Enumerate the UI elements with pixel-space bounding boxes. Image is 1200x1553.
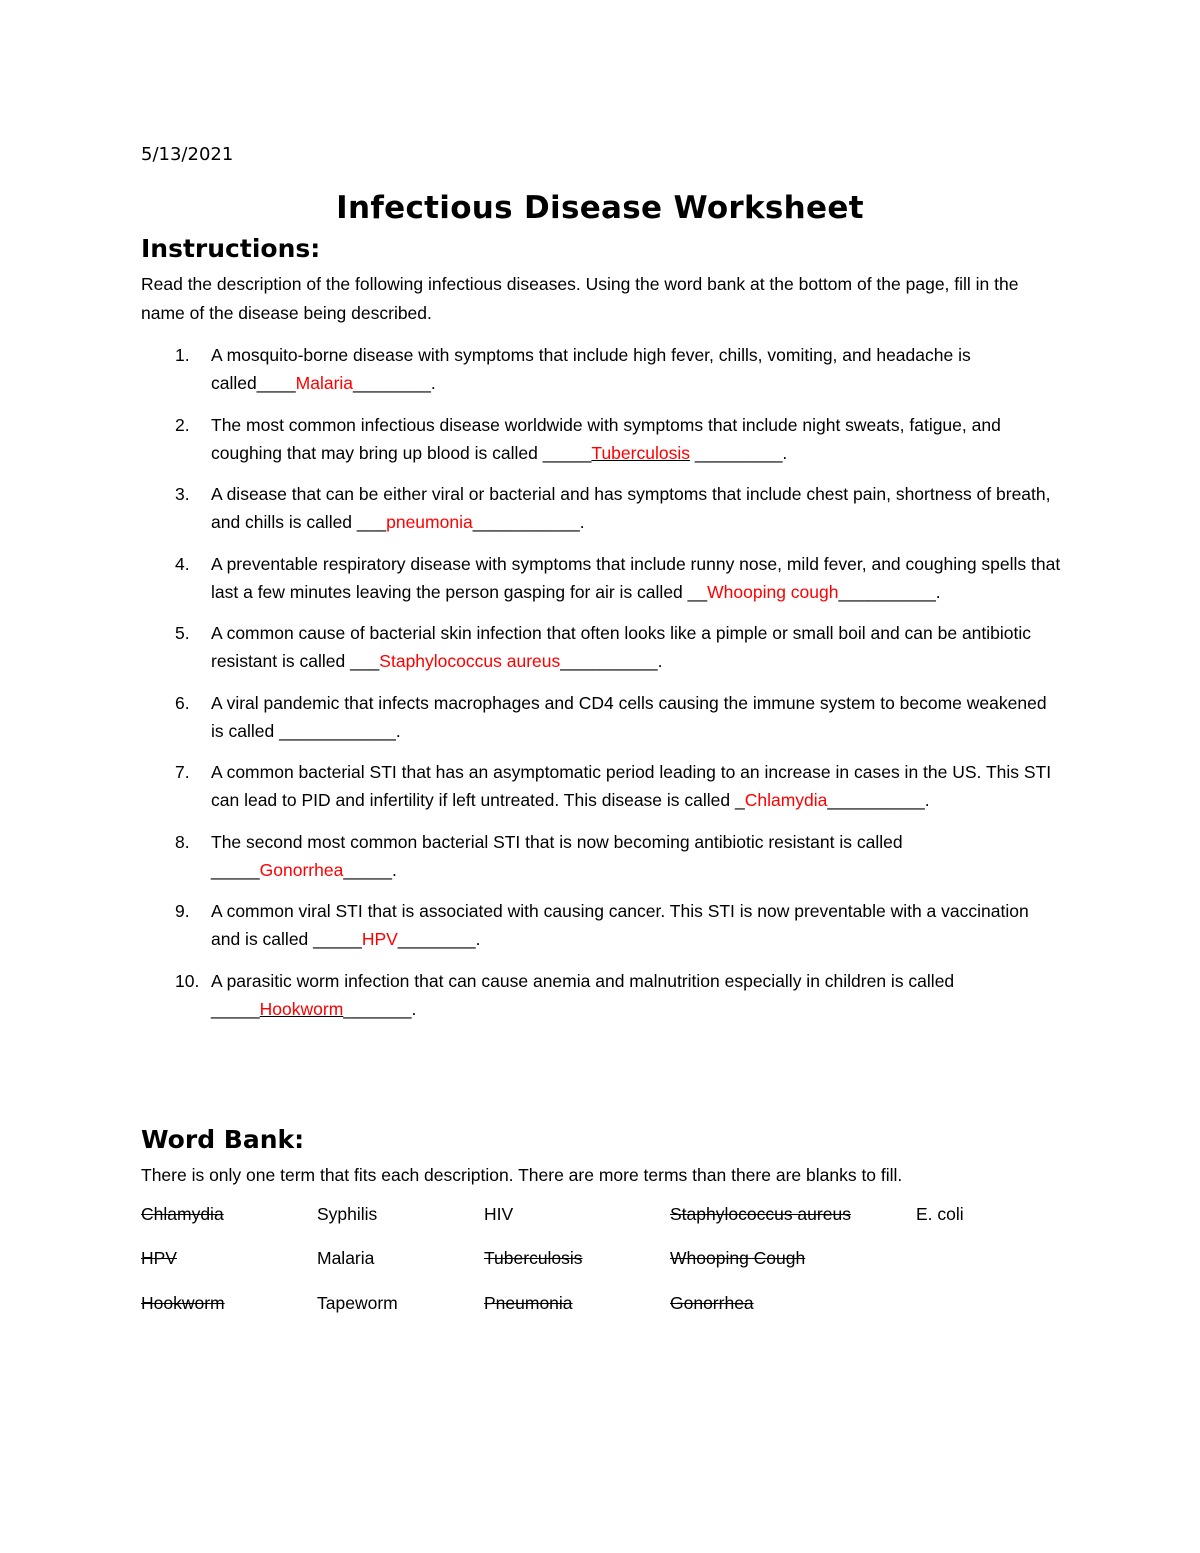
word-bank-term: HPV [141,1248,177,1268]
answer-text[interactable]: Tuberculosis [591,442,690,463]
word-bank-term: Tuberculosis [484,1248,583,1268]
question-prompt: The most common infectious disease worldwide with symptoms that include night sweats, fatigue, and coughing that may bring up blood is called _____ [211,414,1001,463]
question-prompt: A mosquito-borne disease with symptoms that include high fever, chills, vomiting, and headache is called____ [211,345,971,394]
question-prompt: A disease that can be either viral or bacterial and has symptoms that include chest pain, shortness of breath, and chills is called ___ [211,484,1051,533]
answer-text[interactable]: Malaria [295,373,354,394]
word-bank-term: Staphylococcus aureus [670,1204,851,1224]
question-number: 5. [175,623,190,643]
question-item [0,967,1200,1024]
instructions-heading: Instructions: [141,234,321,263]
question-text [211,341,1061,398]
word-bank-term: Malaria [317,1248,375,1268]
question-item [0,550,1200,607]
question-item [0,689,1200,746]
word-bank-term: HIV [484,1204,514,1224]
word-bank-text: There is only one term that fits each description. There are more terms than there are blanks to fill. [141,1165,903,1185]
answer-blank: __________. [838,581,941,602]
question-number: 7. [175,762,190,782]
question-text [211,550,1061,607]
question-prompt: A parasitic worm infection that can cause anemia and malnutrition especially in children is called _____ [211,970,955,1019]
answer-blank: __________. [827,790,930,811]
question-item [0,480,1200,537]
question-prompt: A preventable respiratory disease with symptoms that include runny nose, mild fever, and coughing spells that last a few minutes leaving the person gasping for air is called __ [211,553,1061,602]
word-bank-term: Gonorrhea [670,1293,754,1313]
question-item [0,828,1200,885]
answer-blank: ___________. [472,512,585,533]
question-text [211,480,1061,537]
question-prompt: A common cause of bacterial skin infection that often looks like a pimple or small boil and can be antibiotic resistant is called ___ [211,623,1032,672]
answer-blank: _________. [689,442,788,463]
question-text [211,897,1061,954]
question-number: 10. [175,970,200,991]
question-item [0,758,1200,815]
word-bank-term: Pneumonia [484,1293,573,1313]
date-text: 5/13/2021 [141,144,234,165]
question-item [0,619,1200,676]
question-text [211,828,1061,885]
question-item [0,897,1200,954]
question-prompt: A common bacterial STI that has an asymptomatic period leading to an increase in cases in the US. This STI can lead to PID and infertility if left untreated. This disease is called _ [211,762,1052,811]
answer-blank: _____. [343,859,397,880]
question-text [211,967,1061,1024]
answer-text[interactable]: Staphylococcus aureus [379,651,561,672]
word-bank-heading: Word Bank: [141,1125,305,1154]
question-prompt: A common viral STI that is associated with causing cancer. This STI is now preventable with a vaccination and is called _____ [211,901,1029,950]
answer-text[interactable]: Hookworm [259,998,344,1019]
question-item [0,341,1200,398]
answer-text[interactable]: Chlamydia [744,790,828,811]
answer-blank: ________. [353,373,436,394]
question-number: 1. [175,345,190,365]
answer-blank: __________. [560,651,663,672]
page-title: Infectious Disease Worksheet [336,190,864,226]
answer-text[interactable]: HPV [361,929,398,950]
question-list [0,341,1200,1036]
word-bank-term: Syphilis [317,1204,378,1224]
question-number: 2. [175,414,190,435]
question-item [0,411,1200,468]
question-prompt: A viral pandemic that infects macrophages and CD4 cells causing the immune system to become weakened is called ____________. [211,692,1047,741]
question-number: 3. [175,484,190,504]
word-bank-term: Tapeworm [317,1293,398,1313]
word-bank-term: Whooping Cough [670,1248,806,1268]
answer-blank: _______. [343,998,417,1019]
answer-text[interactable]: Whooping cough [707,581,839,602]
word-bank-term: Hookworm [141,1293,225,1313]
question-text [211,689,1061,746]
instructions-text: Read the description of the following infectious diseases. Using the word bank at the bottom of the page, fill in the name of the disease being described. [141,274,1019,323]
answer-blank: ________. [397,929,481,950]
question-prompt: The second most common bacterial STI that is now becoming antibiotic resistant is called _____ [211,831,903,880]
question-number: 8. [175,831,190,852]
question-text [211,619,1061,676]
question-number: 9. [175,901,190,921]
question-text [211,411,1061,468]
word-bank-term: Chlamydia [141,1204,224,1224]
answer-text[interactable]: Gonorrhea [259,859,344,880]
word-bank-term: E. coli [916,1204,964,1224]
question-text [211,758,1061,815]
question-number: 6. [175,692,190,713]
question-number: 4. [175,553,190,574]
answer-text[interactable]: pneumonia [386,512,473,533]
